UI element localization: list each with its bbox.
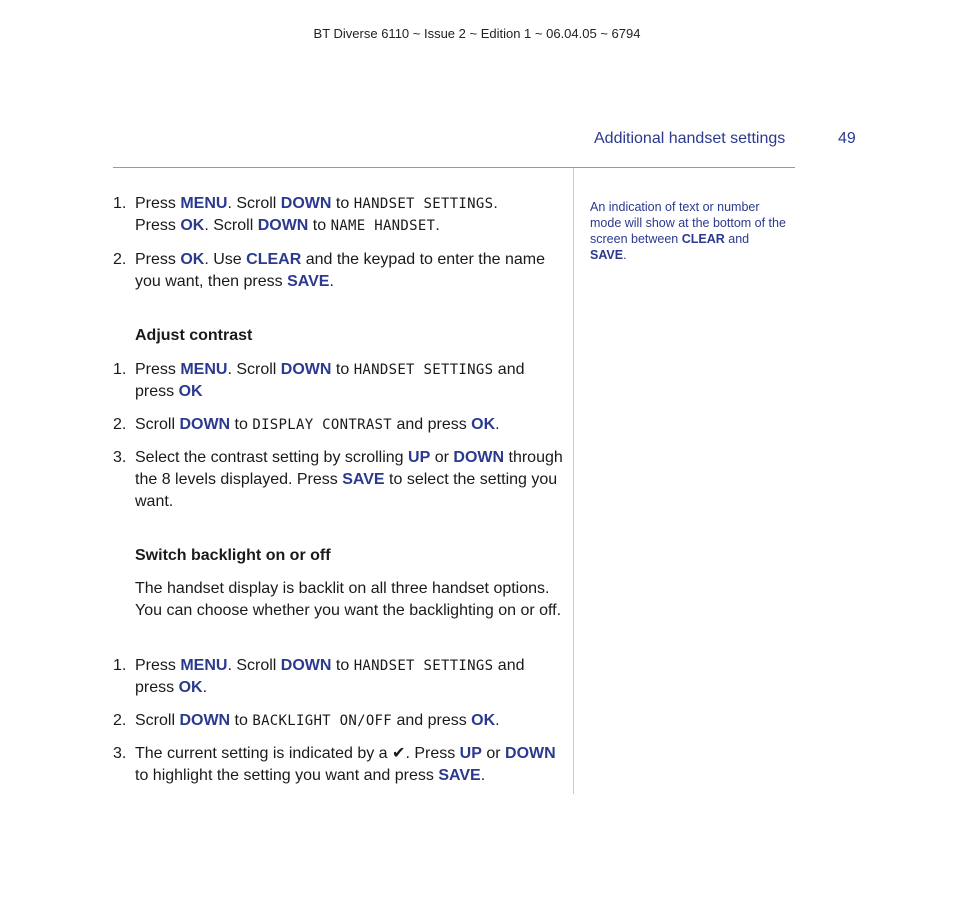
step-number: 1.	[113, 195, 127, 212]
key-up: UP	[408, 449, 431, 466]
contrast-step-2: Scroll DOWN to DISPLAY CONTRAST and press OK.	[135, 416, 500, 433]
key-clear: CLEAR	[246, 251, 302, 268]
key-menu: MENU	[180, 657, 228, 674]
display-text: HANDSET SETTINGS	[353, 658, 494, 674]
checkmark-icon: ✔	[392, 745, 406, 762]
step-number: 2.	[113, 416, 127, 433]
backlight-step-1: Press MENU. Scroll DOWN to HANDSET SETTINGS and press OK.	[135, 657, 525, 696]
step-number: 2.	[113, 712, 127, 729]
note-text: An indication of text or number mode will show at the bottom of the screen between	[590, 200, 786, 246]
key-save: SAVE	[438, 767, 481, 784]
column-divider	[573, 168, 574, 794]
display-text: DISPLAY CONTRAST	[252, 417, 393, 433]
note-text: .	[623, 248, 627, 262]
key-save: SAVE	[342, 471, 385, 488]
step-number: 1.	[113, 361, 127, 378]
backlight-heading: Switch backlight on or off	[135, 547, 331, 564]
step-number: 3.	[113, 449, 127, 466]
key-down: DOWN	[280, 361, 332, 378]
display-text: HANDSET SETTINGS	[353, 196, 494, 212]
key-menu: MENU	[180, 195, 228, 212]
key-ok: OK	[471, 416, 496, 433]
backlight-step-3: The current setting is indicated by a ✔. Press UP or DOWN to highlight the setting you want and press SAVE.	[135, 745, 556, 784]
step-number: 1.	[113, 657, 127, 674]
key-ok: OK	[178, 383, 203, 400]
step-number: 3.	[113, 745, 127, 762]
key-ok: OK	[178, 679, 203, 696]
display-text: HANDSET SETTINGS	[353, 362, 494, 378]
key-down: DOWN	[453, 449, 505, 466]
backlight-intro: The handset display is backlit on all three handset options. You can choose whether you want the backlighting on or off.	[135, 580, 562, 619]
name-handset-step-2: Press OK. Use CLEAR and the keypad to enter the name you want, then press SAVE.	[135, 251, 545, 290]
note-key-clear: CLEAR	[681, 232, 725, 246]
step-number: 2.	[113, 251, 127, 268]
contrast-step-1: Press MENU. Scroll DOWN to HANDSET SETTINGS and press OK	[135, 361, 525, 400]
page-number: 49	[838, 130, 856, 147]
note-key-save: SAVE	[590, 248, 624, 262]
key-ok: OK	[471, 712, 496, 729]
key-menu: MENU	[180, 361, 228, 378]
display-text: BACKLIGHT ON/OFF	[252, 713, 393, 729]
section-title: Additional handset settings	[594, 130, 786, 147]
key-save: SAVE	[287, 273, 330, 290]
document-info: BT Diverse 6110 ~ Issue 2 ~ Edition 1 ~ 06.04.05 ~ 6794	[313, 26, 641, 41]
key-down: DOWN	[280, 657, 332, 674]
note-text: and	[724, 232, 750, 246]
key-down: DOWN	[280, 195, 332, 212]
backlight-step-2: Scroll DOWN to BACKLIGHT ON/OFF and press OK.	[135, 712, 500, 729]
key-up: UP	[459, 745, 482, 762]
contrast-step-3: Select the contrast setting by scrolling UP or DOWN through the 8 levels displayed. Press SAVE to select the setting you want.	[135, 449, 563, 510]
adjust-contrast-heading: Adjust contrast	[135, 327, 253, 344]
key-ok: OK	[180, 217, 205, 234]
sidebar-note	[590, 199, 786, 263]
key-down: DOWN	[505, 745, 556, 762]
key-down: DOWN	[179, 416, 231, 433]
name-handset-step-1: Press MENU. Scroll DOWN to HANDSET SETTINGS. Press OK. Scroll DOWN to NAME HANDSET.	[135, 195, 498, 234]
key-down: DOWN	[179, 712, 231, 729]
key-ok: OK	[180, 251, 205, 268]
header-divider	[113, 167, 795, 168]
display-text: NAME HANDSET	[330, 218, 436, 234]
key-down: DOWN	[257, 217, 309, 234]
